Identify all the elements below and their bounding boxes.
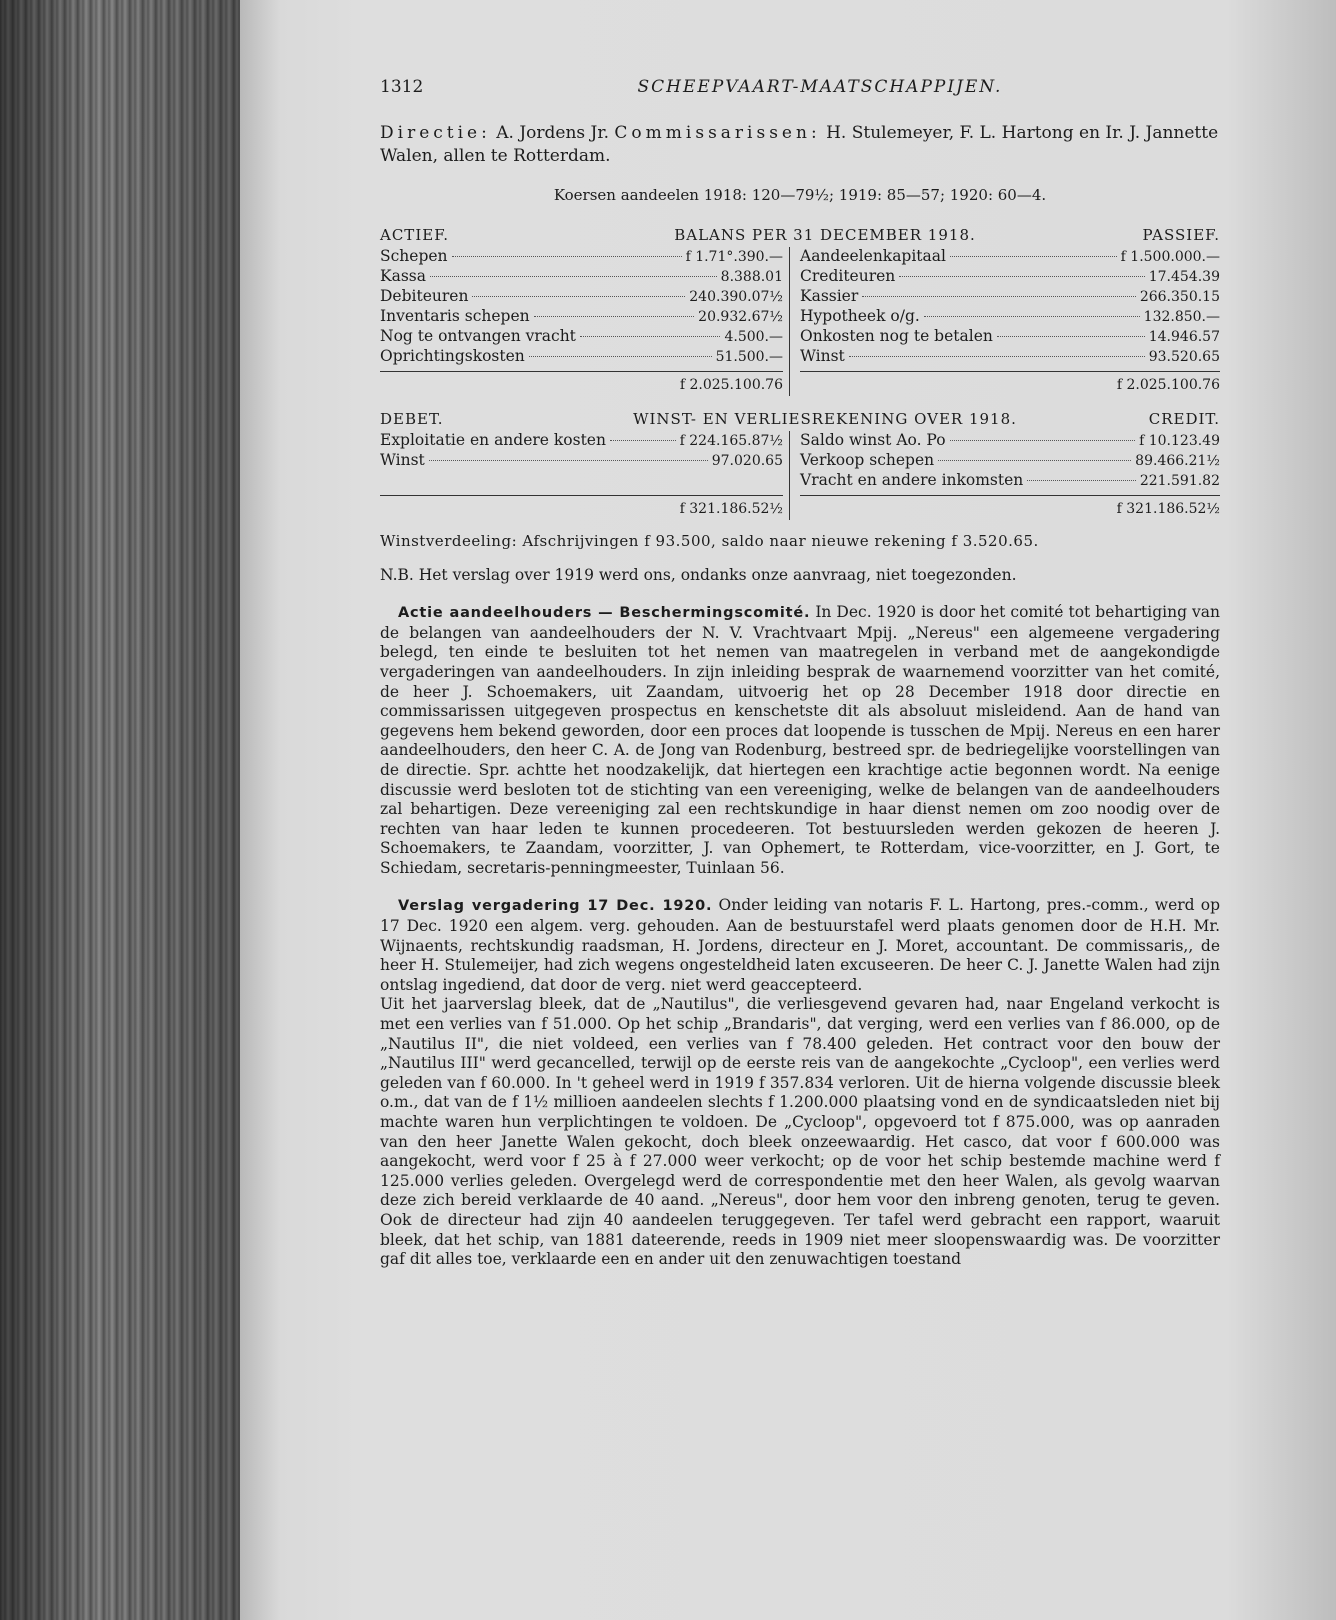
passief-amount: 132.850.—: [1143, 309, 1220, 326]
nb-line: N.B. Het verslag over 1919 werd ons, ondanks onze aanvraag, niet toegezonden.: [380, 565, 1017, 584]
credit-amount: 89.466.21½: [1135, 453, 1220, 470]
credit-total: [800, 495, 1220, 520]
credit-label: Vracht en andere inkomsten: [800, 471, 1024, 490]
actief-row: [380, 347, 783, 367]
actief-column: [380, 247, 790, 396]
actief-row: [380, 267, 783, 287]
spine-shadow: [0, 0, 240, 1620]
passief-row: [800, 287, 1220, 307]
debet-label: Winst: [380, 451, 425, 470]
leader-dots: [610, 440, 676, 441]
running-title: SCHEEPVAART-MAATSCHAPPIJEN.: [637, 77, 1003, 97]
actief-amount: 4.500.—: [724, 329, 783, 346]
actief-row: [380, 307, 783, 327]
leader-dots: [534, 316, 695, 317]
actie-heading: Actie aandeelhouders — Beschermingscomité.: [398, 605, 811, 622]
winst-heading: [380, 410, 1220, 430]
winst-right-head: CREDIT.: [1148, 409, 1220, 428]
actief-row: [380, 247, 783, 267]
winst-title: WINST- EN VERLIESREKENING OVER 1918.: [633, 409, 1017, 428]
credit-column: [800, 431, 1220, 520]
debet-total: [380, 495, 783, 520]
running-header: [380, 78, 1220, 106]
leader-dots: [849, 356, 1145, 357]
credit-label: Saldo winst Ao. Po: [800, 431, 946, 450]
debet-row: [380, 451, 783, 471]
leader-dots: [1027, 480, 1136, 481]
passief-row: [800, 247, 1220, 267]
actie-paragraph: [380, 603, 1220, 878]
actief-amount: 8.388.01: [720, 269, 783, 286]
actief-label: Nog te ontvangen vracht: [380, 327, 576, 346]
debet-column: [380, 431, 790, 520]
leader-dots: [950, 440, 1136, 441]
passief-total-amount: f 2.025.100.76: [1116, 377, 1220, 394]
leader-dots: [472, 296, 685, 297]
leader-dots: [430, 276, 717, 277]
debet-row: [380, 431, 783, 451]
passief-amount: f 1.500.000.—: [1120, 249, 1220, 266]
actief-row: [380, 287, 783, 307]
passief-row: [800, 347, 1220, 367]
verslag-text-1: Onder leiding van notaris F. L. Hartong, pres.-comm., werd op 17 Dec. 1920 een algem. verg. gehouden. Aan de bestuurstafel werd plaats genomen door de H.H. Mr. Wijnaents, rechtskundig raadsman, H. Jordens, directeur en J. Moret, accountant. De commissaris,, de heer H. Stulemeijer, had zich wegens ongesteldheid laten excuseeren. De heer C. J. Janette Walen had zijn ontslag ingediend, dat door de verg. niet werd geaccepteerd.: [380, 896, 1220, 994]
leader-dots: [924, 316, 1140, 317]
leader-dots: [529, 356, 712, 357]
credit-label: Verkoop schepen: [800, 451, 935, 470]
leader-dots: [429, 460, 708, 461]
actief-label: Debiteuren: [380, 287, 469, 306]
passief-row: [800, 267, 1220, 287]
leader-dots: [938, 460, 1131, 461]
leader-dots: [452, 256, 682, 257]
credit-row: [800, 431, 1220, 451]
passief-label: Aandeelenkapitaal: [800, 247, 946, 266]
credit-row: [800, 451, 1220, 471]
passief-amount: 266.350.15: [1139, 289, 1220, 306]
winstverdeeling-line: Winstverdeeling: Afschrijvingen f 93.500, saldo naar nieuwe rekening f 3.520.65.: [380, 531, 1039, 550]
passief-row: [800, 307, 1220, 327]
balans-table: [380, 247, 1220, 396]
debet-amount: f 224.165.87½: [679, 433, 783, 450]
page-number: 1312: [380, 77, 424, 97]
passief-amount: 14.946.57: [1148, 329, 1220, 346]
actief-total: [380, 371, 783, 396]
balans-left-head: ACTIEF.: [380, 225, 450, 244]
passief-row: [800, 327, 1220, 347]
commissarissen-text: H. Stulemeyer, F. L. Hartong en Ir. J. Jannette Walen, allen te Rotterdam.: [380, 123, 1219, 166]
balans-title: BALANS PER 31 DECEMBER 1918.: [674, 225, 976, 244]
debet-total-amount: f 321.186.52½: [679, 501, 783, 518]
actief-amount: f 1.71°.390.—: [685, 249, 783, 266]
balans-heading: [380, 226, 1220, 246]
verslag-paragraph-2: [380, 995, 1220, 1269]
directie-text: A. Jordens Jr.: [496, 123, 610, 143]
koersen-line: Koersen aandeelen 1918: 120—79½; 1919: 85—57; 1920: 60—4.: [553, 186, 1047, 204]
credit-amount: 221.591.82: [1139, 473, 1220, 490]
actief-amount: 51.500.—: [715, 349, 783, 366]
actief-label: Oprichtingskosten: [380, 347, 525, 366]
actief-total-amount: f 2.025.100.76: [679, 377, 783, 394]
page-content: [380, 78, 1220, 1270]
debet-amount: 97.020.65: [711, 453, 783, 470]
leader-dots: [997, 336, 1145, 337]
verslag-paragraph: [380, 896, 1220, 995]
verslag-text-2: Uit het jaarverslag bleek, dat de „Nautilus", die verliesgevend gevaren had, naar Engeland verkocht is met een verlies van f 51.000. Op het schip „Brandaris", dat verging, werd een verlies van f 86.000, op de „Nautilus II", die niet voldeed, een verlies van f 78.400 geleden. Het contract voor den bouw der „Nautilus III" werd gecancelled, terwijl op de eerste reis van de aangekochte „Cycloop", een verlies werd geleden van f 60.000. In 't geheel werd in 1919 f 357.834 verloren. Uit de hierna volgende discussie bleek o.m., dat van de f 1½ millioen aandeelen slechts f 1.200.000 plaatsing vond en de syndicaatsleden niet bij machte waren hun verplichtingen te voldoen. De „Cycloop", opgevoerd tot f 875.000, was op aanraden van den heer Janette Walen gekocht, doch bleek onzeewaardig. Het casco, dat voor f 600.000 was aangekocht, werd voor f 25 à f 27.000 weer verkocht; op de voor het schip bestemde machine werd f 125.000 verlies geleden. Overgelegd werd de correspondentie met den heer Walen, als gevolg waarvan deze zich bereid verklaarde de 40 aand. „Nereus", door hem voor den inbreng genoten, terug te geven. Ook de directeur had zijn 40 aandeelen teruggegeven. Ter tafel werd gebracht een rapport, waaruit bleek, dat het schip, van 1881 dateerende, reeds in 1909 niet meer sloopenswaardig was. De voorzitter gaf dit alles toe, verklaarde een en ander uit den zenuwachtigen toestand: [380, 995, 1220, 1269]
directie-label: Directie:: [380, 123, 491, 143]
actief-amount: 20.932.67½: [698, 309, 783, 326]
passief-label: Crediteuren: [800, 267, 896, 286]
passief-label: Kassier: [800, 287, 859, 306]
directie-paragraph: [380, 122, 1220, 168]
credit-amount: f 10.123.49: [1139, 433, 1220, 450]
actief-label: Inventaris schepen: [380, 307, 530, 326]
winst-table: [380, 431, 1220, 520]
passief-label: Winst: [800, 347, 845, 366]
passief-amount: 93.520.65: [1148, 349, 1220, 366]
commissarissen-label: Commissarissen:: [614, 123, 821, 143]
balans-right-head: PASSIEF.: [1142, 225, 1220, 244]
leader-dots: [580, 336, 721, 337]
passief-amount: 17.454.39: [1148, 269, 1220, 286]
actief-row: [380, 327, 783, 347]
actief-amount: 240.390.07½: [689, 289, 783, 306]
passief-total: [800, 371, 1220, 396]
leader-dots: [899, 276, 1144, 277]
passief-label: Onkosten nog te betalen: [800, 327, 993, 346]
verslag-heading: Verslag vergadering 17 Dec. 1920.: [398, 898, 713, 915]
actief-label: Schepen: [380, 247, 448, 266]
passief-column: [800, 247, 1220, 396]
passief-label: Hypotheek o/g.: [800, 307, 920, 326]
actief-label: Kassa: [380, 267, 426, 286]
credit-total-amount: f 321.186.52½: [1116, 501, 1220, 518]
leader-dots: [950, 256, 1117, 257]
winst-left-head: DEBET.: [380, 409, 444, 428]
debet-label: Exploitatie en andere kosten: [380, 431, 606, 450]
credit-row: [800, 471, 1220, 491]
leader-dots: [862, 296, 1136, 297]
actie-text: In Dec. 1920 is door het comité tot behartiging van de belangen van aandeelhouders der N. V. Vrachtvaart Mpij. „Nereus" een algemeene vergadering belegd, ten einde te besluiten tot het nemen van maatregelen in verband met de aangekondigde vergaderingen van aandeelhouders. In zijn inleiding besprak de waarnemend voorzitter van het comité, de heer J. Schoemakers, uit Zaandam, uitvoerig het op 28 December 1918 door directie en commissarissen uitgegeven prospectus en kenschetste dit als absoluut misleidend. Aan de hand van gegevens hem bekend geworden, door een proces dat loopende is tusschen de Mpij. Nereus en een harer aandeelhouders, den heer C. A. de Jong van Rodenburg, bestreed spr. de bedriegelijke voorstellingen van de directie. Spr. achtte het noodzakelijk, dat hiertegen een krachtige actie begonnen wordt. Na eenige discussie werd besloten tot de stichting van een vereeniging, welke de belangen van de aandeelhouders zal behartigen. Deze vereeniging zal een rechtskundige in haar dienst nemen om zoo noodig over de rechten van haar leden te kunnen procedeeren. Tot bestuursleden werden gekozen de heeren J. Schoemakers, te Zaandam, voorzitter, J. van Ophemert, te Rotterdam, vice-voorzitter, en J. Gort, te Schiedam, secretaris-penningmeester, Tuinlaan 56.: [380, 603, 1220, 877]
